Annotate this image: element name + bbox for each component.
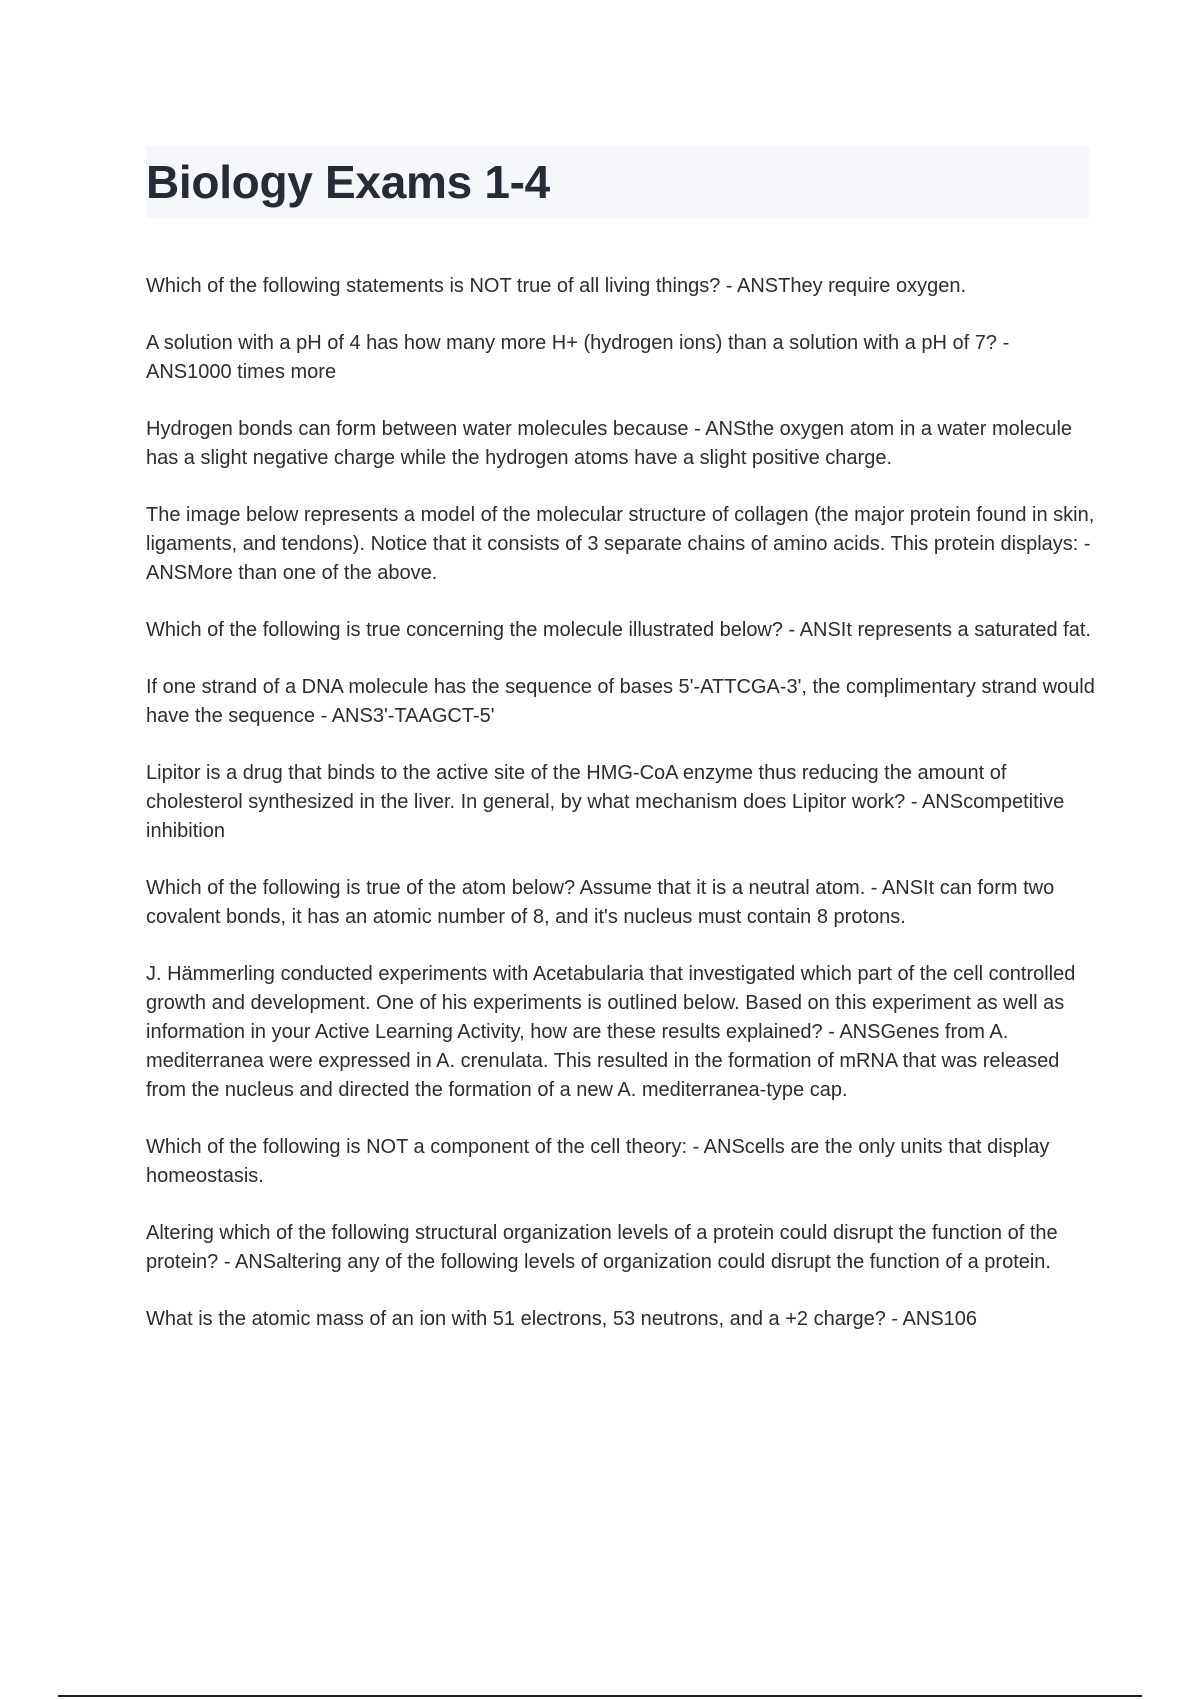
title-band xyxy=(146,146,1090,218)
qa-item: The image below represents a model of the molecular structure of collagen (the major protein found in skin, ligaments, and tendons). Notice that it consists of 3 separate chains of amino acids. This protein displays: - ANSMore than one of the above. xyxy=(146,504,1095,584)
qa-item: Which of the following is true concerning the molecule illustrated below? - ANSIt represents a saturated fat. xyxy=(146,619,1091,641)
qa-item: Hydrogen bonds can form between water molecules because - ANSthe oxygen atom in a water molecule has a slight negative charge while the hydrogen atoms have a slight positive charge. xyxy=(146,418,1073,469)
qa-item: If one strand of a DNA molecule has the sequence of bases 5'-ATTCGA-3', the complimentary strand would have the sequence - ANS3'-TAAGCT-5' xyxy=(146,676,1095,727)
qa-item: Which of the following statements is NOT true of all living things? - ANSThey require oxygen. xyxy=(146,275,967,297)
page-title: Biology Exams 1-4 xyxy=(146,156,550,208)
qa-item: J. Hämmerling conducted experiments with Acetabularia that investigated which part of the cell controlled growth and development. One of his experiments is outlined below. Based on this experiment as well as information in your Active Learning Activity, how are these results explained? - ANSGenes from A. mediterranea were expressed in A. crenulata. This resulted in the formation of mRNA that was released from the nucleus and directed the formation of a new A. mediterranea-type cap. xyxy=(146,963,1076,1101)
qa-item: Which of the following is true of the atom below? Assume that it is a neutral atom. - ANSIt can form two covalent bonds, it has an atomic number of 8, and it's nucleus must contain 8 protons. xyxy=(146,877,1055,928)
footer-rule xyxy=(58,1695,1142,1697)
qa-item: Which of the following is NOT a component of the cell theory: - ANScells are the only units that display homeostasis. xyxy=(146,1136,1050,1187)
qa-item: A solution with a pH of 4 has how many more H+ (hydrogen ions) than a solution with a pH of 7? - ANS1000 times more xyxy=(146,332,1010,383)
qa-item: Lipitor is a drug that binds to the active site of the HMG-CoA enzyme thus reducing the amount of cholesterol synthesized in the liver. In general, by what mechanism does Lipitor work? - ANScompetitive inhibition xyxy=(146,762,1065,842)
qa-item: What is the atomic mass of an ion with 51 electrons, 53 neutrons, and a +2 charge? - ANS106 xyxy=(146,1308,978,1330)
qa-list xyxy=(146,272,1096,1362)
qa-item: Altering which of the following structural organization levels of a protein could disrupt the function of the protein? - ANSaltering any of the following levels of organization could disrupt the function of a protein. xyxy=(146,1222,1058,1273)
